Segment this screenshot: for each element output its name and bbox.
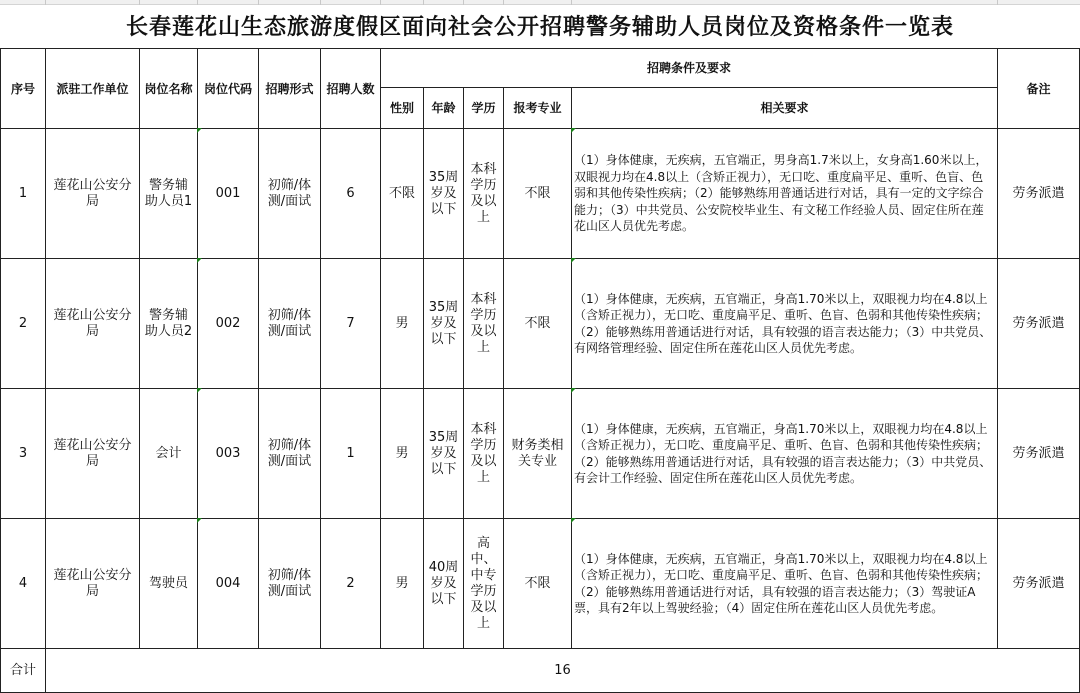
cell-seq[interactable]: 3 xyxy=(1,389,46,519)
header-form[interactable]: 招聘形式 xyxy=(259,49,321,129)
table-row xyxy=(1,389,1080,519)
column-divider xyxy=(45,0,46,5)
cell-major[interactable]: 不限 xyxy=(504,519,572,649)
cell-education[interactable]: 高中、中专学历及以上 xyxy=(464,519,504,649)
column-divider xyxy=(571,0,572,5)
cell-age[interactable]: 35周岁及以下 xyxy=(424,129,464,259)
cell-gender[interactable]: 不限 xyxy=(381,129,424,259)
recruitment-table xyxy=(0,48,1080,693)
cell-post-name[interactable]: 警务辅助人员1 xyxy=(140,129,198,259)
header-requirements[interactable]: 相关要求 xyxy=(572,88,998,129)
table-row xyxy=(1,129,1080,259)
cell-count[interactable]: 1 xyxy=(321,389,381,519)
cell-unit[interactable]: 莲花山公安分局 xyxy=(46,389,140,519)
column-divider xyxy=(380,0,381,5)
cell-count[interactable]: 2 xyxy=(321,519,381,649)
table-row xyxy=(1,519,1080,649)
cell-major[interactable]: 财务类相关专业 xyxy=(504,389,572,519)
cell-unit[interactable]: 莲花山公安分局 xyxy=(46,259,140,389)
column-divider xyxy=(197,0,198,5)
cell-seq[interactable]: 2 xyxy=(1,259,46,389)
cell-gender[interactable]: 男 xyxy=(381,519,424,649)
cell-post-name[interactable]: 驾驶员 xyxy=(140,519,198,649)
cell-education[interactable]: 本科学历及以上 xyxy=(464,389,504,519)
column-divider xyxy=(997,0,998,5)
header-remarks[interactable]: 备注 xyxy=(998,49,1080,129)
cell-age[interactable]: 40周岁及以下 xyxy=(424,519,464,649)
column-divider xyxy=(320,0,321,5)
cell-age[interactable]: 35周岁及以下 xyxy=(424,259,464,389)
cell-requirements[interactable]: （1）身体健康，无疾病，五官端正，身高1.70米以上，双眼视力均在4.8以上（含矫正视力），无口吃、重度扁平足、重听、色盲、色弱和其他传染性疾病；（2）能够熟练用普通话进行对话，具有较强的语言表达能力；（3）中共党员、有会计工作经验、固定住所在莲花山区人员优先考虑。 xyxy=(572,389,998,519)
column-divider xyxy=(463,0,464,5)
header-gender[interactable]: 性别 xyxy=(381,88,424,129)
cell-post-code[interactable]: 001 xyxy=(198,129,259,259)
cell-form[interactable]: 初筛/体测/面试 xyxy=(259,389,321,519)
cell-count[interactable]: 7 xyxy=(321,259,381,389)
header-unit[interactable]: 派驻工作单位 xyxy=(46,49,140,129)
total-label[interactable]: 合计 xyxy=(1,649,46,693)
header-major[interactable]: 报考专业 xyxy=(504,88,572,129)
column-divider xyxy=(258,0,259,5)
cell-post-code[interactable]: 004 xyxy=(198,519,259,649)
cell-requirements[interactable]: （1）身体健康，无疾病，五官端正，身高1.70米以上，双眼视力均在4.8以上（含矫正视力），无口吃、重度扁平足、重听、色盲、色弱和其他传染性疾病；（2）能够熟练用普通话进行对话，具有较强的语言表达能力；（3）中共党员、有网络管理经验、固定住所在莲花山区人员优先考虑。 xyxy=(572,259,998,389)
column-divider xyxy=(503,0,504,5)
cell-remarks[interactable]: 劳务派遣 xyxy=(998,389,1080,519)
cell-seq[interactable]: 1 xyxy=(1,129,46,259)
header-post-code[interactable]: 岗位代码 xyxy=(198,49,259,129)
cell-remarks[interactable]: 劳务派遣 xyxy=(998,129,1080,259)
column-divider xyxy=(139,0,140,5)
cell-major[interactable]: 不限 xyxy=(504,129,572,259)
cell-post-code[interactable]: 003 xyxy=(198,389,259,519)
cell-remarks[interactable]: 劳务派遣 xyxy=(998,519,1080,649)
table-row xyxy=(1,259,1080,389)
cell-requirements[interactable]: （1）身体健康，无疾病，五官端正，男身高1.7米以上，女身高1.60米以上，双眼视力均在4.8以上（含矫正视力），无口吃、重度扁平足、重听、色盲、色弱和其他传染性疾病；（2）能够熟练用普通话进行对话，具有一定的文字综合能力；（3）中共党员、公安院校毕业生、有文秘工作经验人员、固定住所在莲花山区人员优先考虑。 xyxy=(572,129,998,259)
total-row xyxy=(1,649,1080,693)
column-divider xyxy=(423,0,424,5)
cell-major[interactable]: 不限 xyxy=(504,259,572,389)
cell-education[interactable]: 本科学历及以上 xyxy=(464,259,504,389)
cell-seq[interactable]: 4 xyxy=(1,519,46,649)
total-value[interactable]: 16 xyxy=(46,649,1080,693)
cell-form[interactable]: 初筛/体测/面试 xyxy=(259,519,321,649)
header-age[interactable]: 年龄 xyxy=(424,88,464,129)
cell-education[interactable]: 本科学历及以上 xyxy=(464,129,504,259)
header-seq[interactable]: 序号 xyxy=(1,49,46,129)
cell-age[interactable]: 35周岁及以下 xyxy=(424,389,464,519)
cell-gender[interactable]: 男 xyxy=(381,259,424,389)
cell-post-name[interactable]: 会计 xyxy=(140,389,198,519)
page-title: 长春莲花山生态旅游度假区面向社会公开招聘警务辅助人员岗位及资格条件一览表 xyxy=(125,14,954,40)
header-post-name[interactable]: 岗位名称 xyxy=(140,49,198,129)
spreadsheet-column-header-strip xyxy=(0,0,1080,5)
header-conditions[interactable]: 招聘条件及要求 xyxy=(381,49,998,88)
cell-unit[interactable]: 莲花山公安分局 xyxy=(46,129,140,259)
cell-remarks[interactable]: 劳务派遣 xyxy=(998,259,1080,389)
cell-unit[interactable]: 莲花山公安分局 xyxy=(46,519,140,649)
cell-post-code[interactable]: 002 xyxy=(198,259,259,389)
cell-requirements[interactable]: （1）身体健康，无疾病，五官端正，身高1.70米以上，双眼视力均在4.8以上（含矫正视力），无口吃、重度扁平足、重听、色盲、色弱和其他传染性疾病；（2）能够熟练用普通话进行对话，具有较强的语言表达能力；（3）驾驶证A票，具有2年以上驾驶经验；（4）固定住所在莲花山区人员优先考虑。 xyxy=(572,519,998,649)
cell-count[interactable]: 6 xyxy=(321,129,381,259)
cell-gender[interactable]: 男 xyxy=(381,389,424,519)
header-count[interactable]: 招聘人数 xyxy=(321,49,381,129)
header-education[interactable]: 学历 xyxy=(464,88,504,129)
cell-form[interactable]: 初筛/体测/面试 xyxy=(259,129,321,259)
cell-post-name[interactable]: 警务辅助人员2 xyxy=(140,259,198,389)
cell-form[interactable]: 初筛/体测/面试 xyxy=(259,259,321,389)
